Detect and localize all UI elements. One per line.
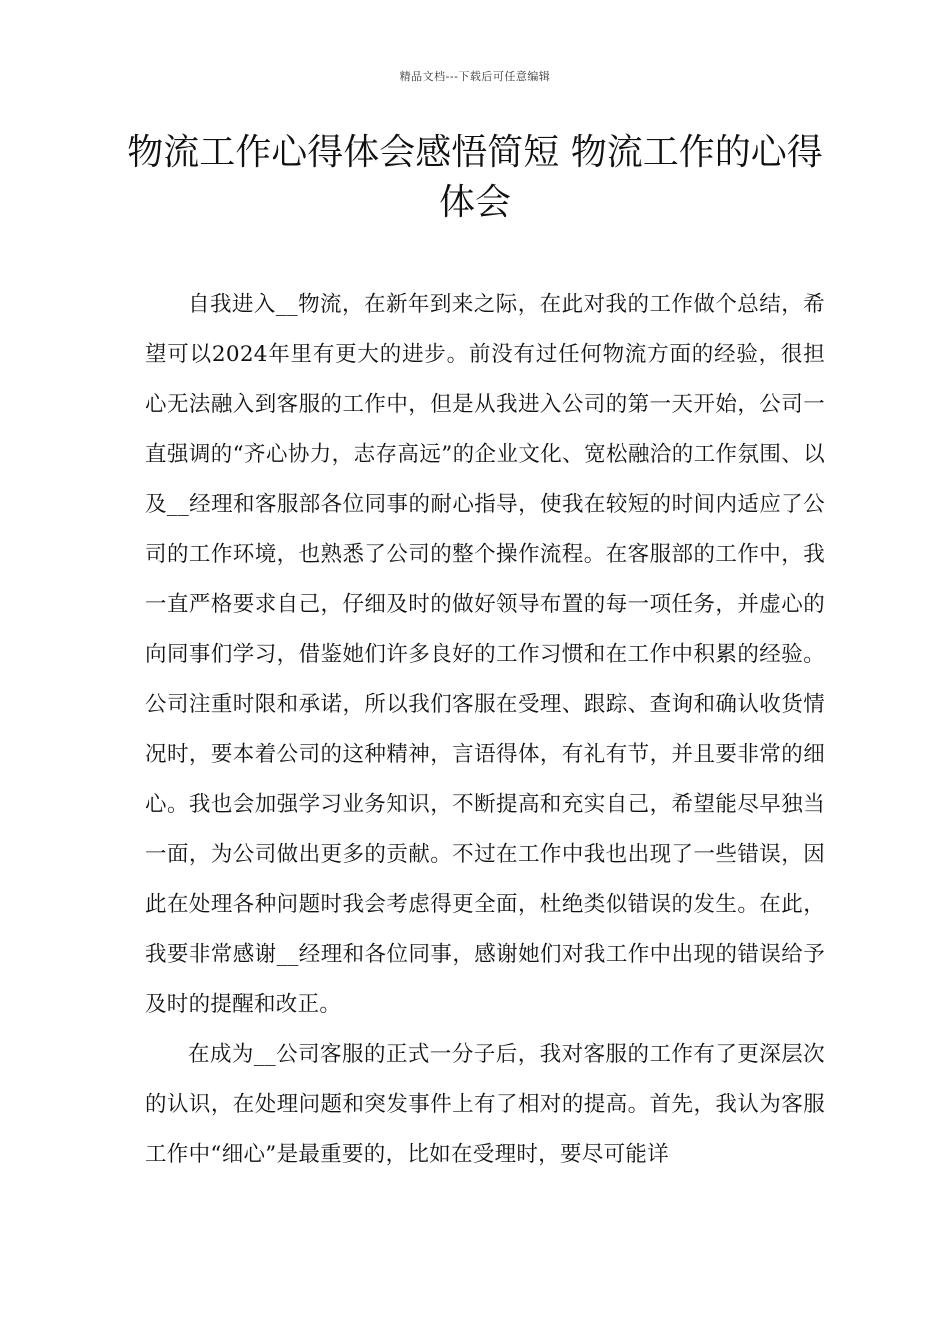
document-body [145, 280, 825, 1180]
body-paragraph-1: 自我进入__物流，在新年到来之际，在此对我的工作做个总结，希望可以2024年里有更大的进步。前没有过任何物流方面的经验，很担心无法融入到客服的工作中，但是从我进入公司的第一天开始，公司一直强调的“齐心协力，志存高远”的企业文化、宽松融洽的工作氛围、以及__经理和客服部各位同事的耐心指导，使我在较短的时间内适应了公司的工作环境，也熟悉了公司的整个操作流程。在客服部的工作中，我一直严格要求自己，仔细及时的做好领导布置的每一项任务，并虚心的向同事们学习，借鉴她们许多良好的工作习惯和在工作中积累的经验。公司注重时限和承诺，所以我们客服在受理、跟踪、查询和确认收货情况时，要本着公司的这种精神，言语得体，有礼有节，并且要非常的细心。我也会加强学习业务知识，不断提高和充实自己，希望能尽早独当一面，为公司做出更多的贡献。不过在工作中我也出现了一些错误，因此在处理各种问题时我会考虑得更全面，杜绝类似错误的发生。在此，我要非常感谢__经理和各位同事，感谢她们对我工作中出现的错误给予及时的提醒和改正。 [145, 292, 825, 1017]
body-paragraph-2: 在成为__公司客服的正式一分子后，我对客服的工作有了更深层次的认识，在处理问题和突发事件上有了相对的提高。首先，我认为客服工作中“细心”是最重要的，比如在受理时，要尽可能详 [145, 1042, 825, 1167]
document-title: 物流工作心得体会感悟简短 物流工作的心得体会 [127, 132, 823, 223]
header-note: 精品文档---下载后可任意编辑 [399, 70, 551, 83]
